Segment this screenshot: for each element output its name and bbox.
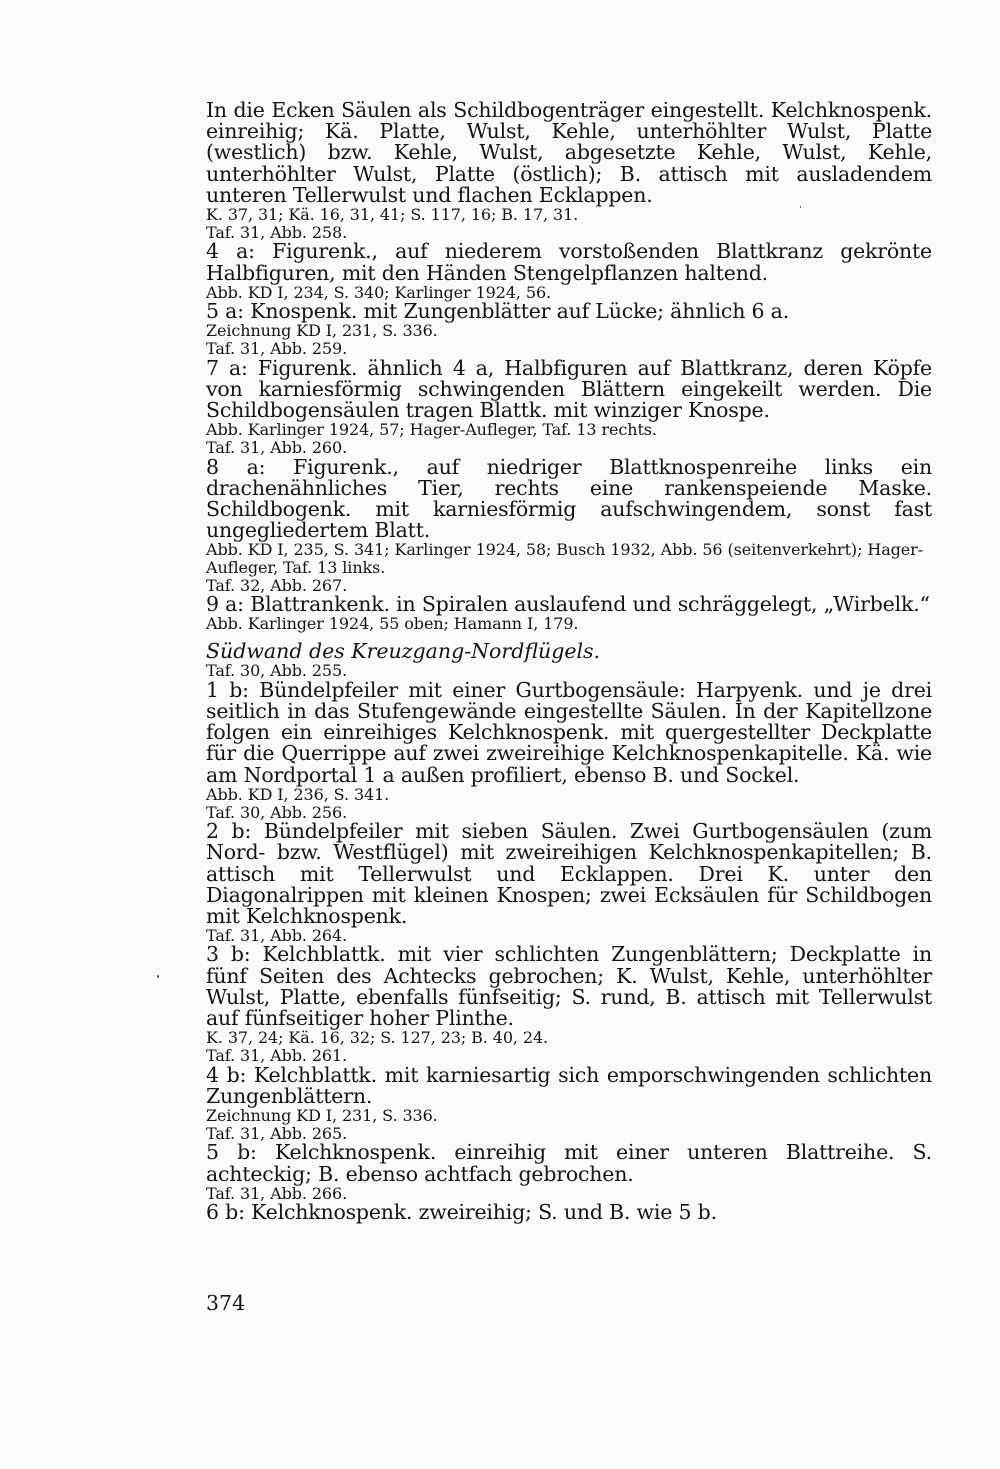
reference-line: Taf. 31, Abb. 266. [206,1183,348,1203]
section-heading: Südwand des Kreuzgang-Nordflügels. [206,639,601,664]
body-text [206,100,932,1223]
reference-line: Taf. 30, Abb. 255. [206,661,348,681]
paragraph: 5 a: Knospenk. mit Zungenblätter auf Lücke; ähnlich 6 a. [206,299,790,324]
paragraph: 7 a: Figurenk. ähnlich 4 a, Halbfiguren auf Blattkranz, deren Köpfe von karniesförmig schwingenden Blättern eingekeilt werden. Die Schildbogensäulen tragen Blattk. mit winziger Knospe. [206,355,932,423]
reference-line: Taf. 31, Abb. 260. [206,438,348,458]
paragraph: 8 a: Figurenk., auf niedriger Blattknospenreihe links ein drachenähnliches Tier, rechts eine rankenspeiende Maske. Schildbogenk. mit karniesförmig aufschwingendem, sonst fast ungegliedertem Blatt. [206,454,932,543]
reference-line: Abb. KD I, 236, S. 341. [206,784,390,804]
paragraph: 9 a: Blattrankenk. in Spiralen auslaufend und schräggelegt, „Wirbelk.“ [206,592,930,617]
paragraph: 1 b: Bündelpfeiler mit einer Gurtbogensäule: Harpyenk. und je drei seitlich in das Stufengewände eingestellte Säulen. In der Kapitellzone folgen ein einreihiges Kelchknospenk. mit quergestellter Deckplatte für die Querrippe auf zwei zweireihige Kelchknospenkapitelle. Kä. wie am Nordportal 1 a außen profiliert, ebenso B. und Sockel. [206,677,932,787]
paragraph: 4 a: Figurenk., auf niederem vorstoßenden Blattkranz gekrönte Halbfiguren, mit den Händen Stengelpflanzen haltend. [206,239,932,285]
reference-line: Abb. KD I, 235, S. 341; Karlinger 1924, 58; Busch 1932, Abb. 56 (seitenverkehrt); Hager-Aufleger, Taf. 13 links. [206,540,924,577]
reference-line: K. 37, 31; Kä. 16, 31, 41; S. 117, 16; B. 17, 31. [206,205,579,225]
reference-line: Abb. Karlinger 1924, 57; Hager-Aufleger, Taf. 13 rechts. [206,420,657,440]
paragraph: 6 b: Kelchknospenk. zweireihig; S. und B. wie 5 b. [206,1199,717,1224]
page-number: 374 [206,1291,246,1315]
reference-line: Taf. 31, Abb. 259. [206,339,348,359]
print-speck [157,975,159,978]
paragraph: 3 b: Kelchblattk. mit vier schlichten Zungenblättern; Deckplatte in fünf Seiten des Achtecks gebrochen; K. Wulst, Kehle, unterhöhlter Wulst, Platte, ebenfalls fünfseitig; S. rund, B. attisch mit Tellerwulst auf fünfseitiger hoher Plinthe. [206,942,932,1030]
reference-line: K. 37, 24; Kä. 16, 32; S. 127, 23; B. 40, 24. [206,1028,549,1048]
reference-line: Abb. Karlinger 1924, 55 oben; Hamann I, 179. [206,614,579,634]
reference-line: Taf. 31, Abb. 265. [206,1124,348,1144]
paragraph: 5 b: Kelchknospenk. einreihig mit einer unteren Blattreihe. S. achteckig; B. ebenso achtfach gebrochen. [206,1140,932,1186]
reference-line: Zeichnung KD I, 231, S. 336. [206,1105,438,1125]
reference-line: Taf. 31, Abb. 258. [206,223,348,243]
paragraph: 4 b: Kelchblattk. mit karniesartig sich emporschwingenden schlichten Zungenblättern. [206,1062,932,1108]
reference-line: Taf. 30, Abb. 256. [206,802,348,822]
paragraph: 2 b: Bündelpfeiler mit sieben Säulen. Zwei Gurtbogensäulen (zum Nord- bzw. Westflügel) mit zweireihigen Kelchknospenkapitellen; B. attisch mit Tellerwulst und Ecklappen. Drei K. unter den Diagonalrippen mit kleinen Knospen; zwei Ecksäulen für Schildbogen mit Kelchknospenk. [206,819,932,928]
reference-line: Abb. KD I, 234, S. 340; Karlinger 1924, 56. [206,282,552,302]
reference-line: Zeichnung KD I, 231, S. 336. [206,321,438,341]
reference-line: Taf. 31, Abb. 264. [206,926,348,946]
reference-line: Taf. 31, Abb. 261. [206,1046,348,1066]
reference-line: Taf. 32, Abb. 267. [206,575,348,595]
paragraph: In die Ecken Säulen als Schildbogenträger eingestellt. Kelchknospenk. einreihig; Kä. Platte, Wulst, Kehle, unterhöhlter Wulst, Platte (westlich) bzw. Kehle, Wulst, abgesetzte Kehle, Wulst, Kehle, unterhöhlter Wulst, Platte (östlich); B. attisch mit ausladendem unteren Tellerwulst und flachen Ecklappen. [206,98,932,207]
